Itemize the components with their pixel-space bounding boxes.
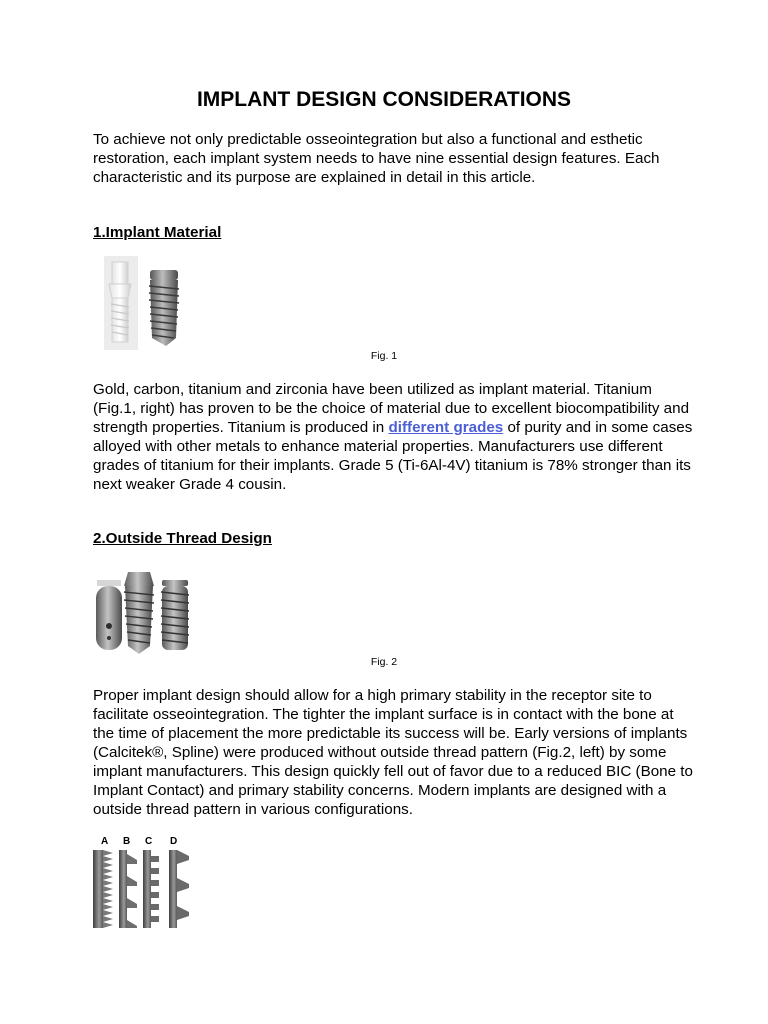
implant-material-paragraph: [93, 380, 693, 494]
figure-1-caption: Fig. 1: [370, 350, 398, 362]
figure-1-implant-materials: [104, 256, 192, 350]
figure-2-thread-designs: [94, 568, 192, 656]
thread-label-d: D: [170, 836, 178, 847]
figure-thread-profiles: [93, 850, 193, 928]
page-title: IMPLANT DESIGN CONSIDERATIONS: [196, 88, 572, 111]
section-heading-implant-material: 1.Implant Material: [93, 224, 222, 241]
different-grades-link[interactable]: different grades: [388, 419, 504, 436]
section-heading-outside-thread-design: 2.Outside Thread Design: [93, 530, 272, 547]
thread-label-c: C: [145, 836, 153, 847]
outside-thread-paragraph: Proper implant design should allow for a high primary stability in the receptor site to facilitate osseointegration. The tighter the implant surface is in contact with the bone at the time of placement the more predictable its success will be. Early versions of implants (Calcitek®, Spline) were produced without outside thread pattern (Fig.2, left) by some implant manufacturers. This design quickly fell out of favor due to a reduced BIC (Bone to Implant Contact) and primary stability concerns. Modern implants are designed with a outside thread pattern in various configurations.: [93, 687, 693, 818]
paragraph-text-before-link: Gold, carbon, titanium and zirconia have been utilized as implant material. Titanium (Fig.1, right) has proven to be the choice of material due to excellent biocompatibility and strength properties. Titanium is produced in: [93, 381, 690, 436]
thread-label-b: B: [123, 836, 131, 847]
thread-label-a: A: [101, 836, 109, 847]
paragraph-text-after-link: of purity and in some cases alloyed with other metals to enhance material properties. Manufacturers use different grades of titanium for their implants. Grade 5 (Ti-6Al-4V) titanium is 78% stronger than its next weaker Grade 4 cousin.: [93, 419, 693, 493]
intro-paragraph: To achieve not only predictable osseointegration but also a functional and esthetic restoration, each implant system needs to have nine essential design features. Each characteristic and its purpose are explained in detail in this article.: [93, 131, 660, 186]
figure-2-caption: Fig. 2: [370, 656, 398, 668]
